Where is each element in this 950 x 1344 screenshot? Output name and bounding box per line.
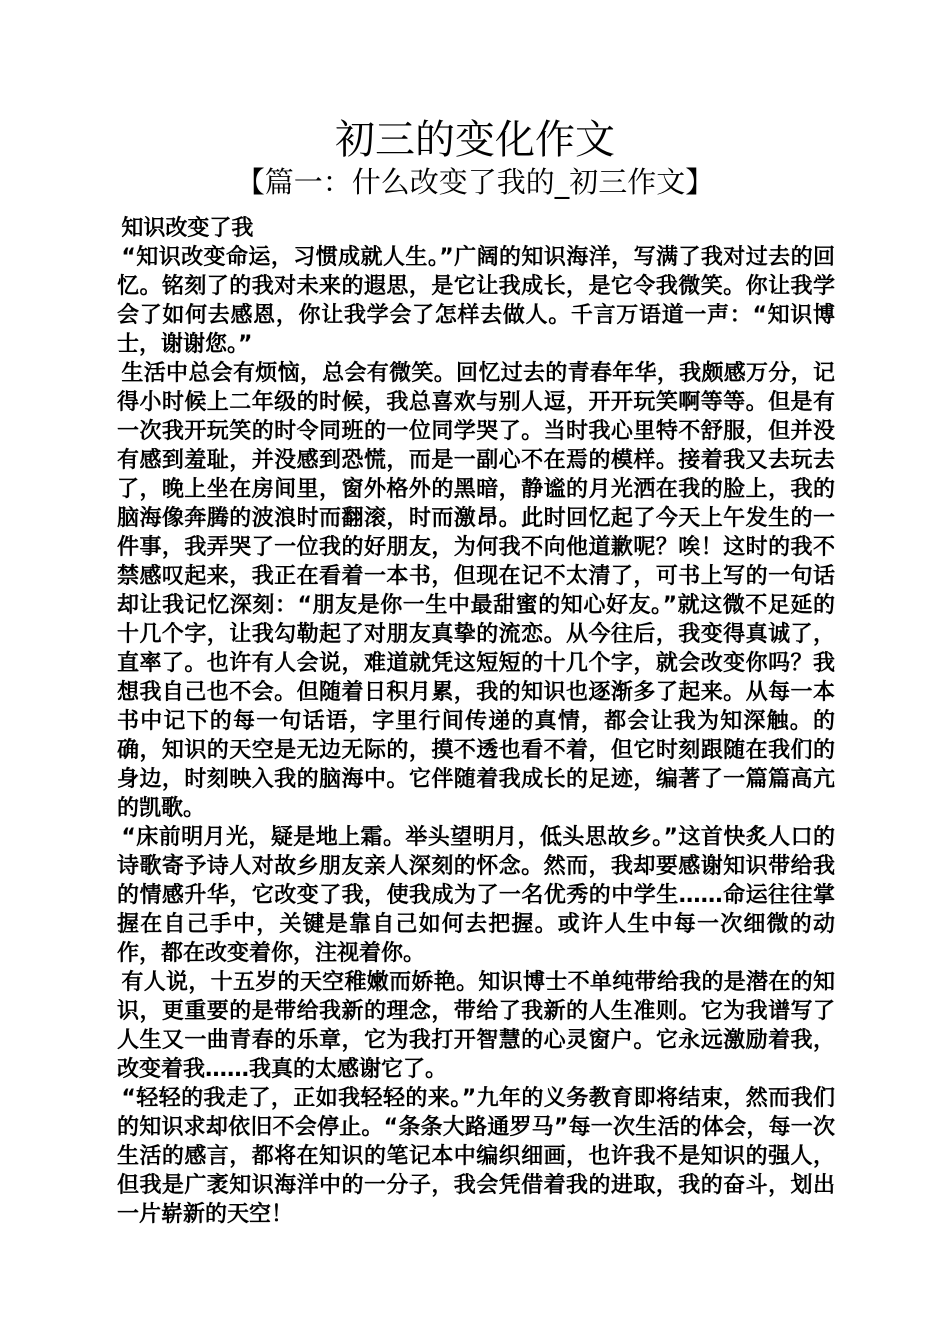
document-title: 初三的变化作文: [335, 117, 615, 163]
document-body: [117, 214, 835, 1229]
paragraph: 生活中总会有烦恼，总会有微笑。回忆过去的青春年华，我颇感万分，记得小时候上二年级的时候，我总喜欢与别人逗，开开玩笑啊等等。但是有一次我开玩笑的时令同班的一位同学哭了。当时我心里特不舒服，但并没有感到羞耻，并没感到恐慌，而是一副心不在焉的模样。接着我又去玩去了，晚上坐在房间里，窗外格外的黑暗，静谧的月光洒在我的脸上，我的脑海像奔腾的波浪时而翻滚，时而激昂。此时回忆起了今天上午发生的一件事，我弄哭了一位我的好朋友，为何我不向他道歉呢？唉！这时的我不禁感叹起来，我正在看着一本书，但现在记不太清了，可书上写的一句话却让我记忆深刻：“朋友是你一生中最甜蜜的知心好友。”就这微不足延的十几个字，让我勾勒起了对朋友真挚的流恋。从今往后，我变得真诚了，直率了。也许有人会说，难道就凭这短短的十几个字，就会改变你吗？我想我自己也不会。但随着日积月累，我的知识也逐渐多了起来。从每一本书中记下的每一句话语，字里行间传递的真情，都会让我为知深触。的确，知识的天空是无边无际的，摸不透也看不着，但它时刻跟随在我们的身边，时刻映入我的脑海中。它伴随着我成长的足迹，编著了一篇篇高亢的凯歌。: [117, 361, 835, 821]
paragraph: “床前明月光，疑是地上霜。举头望明月，低头思故乡。”这首快炙人口的诗歌寄予诗人对故乡朋友亲人深刻的怀念。然而，我却要感谢知识带给我的情感升华，它改变了我，使我成为了一名优秀的中学生……命运往往掌握在自己手中，关键是靠自己如何去把握。或许人生中每一次细微的动作，都在改变着你，注视着你。: [117, 825, 835, 966]
paragraph: “轻轻的我走了，正如我轻轻的来。”九年的义务教育即将结束，然而我们的知识求却依旧不会停止。“条条大路通罗马”每一次生活的体会，每一次生活的感言，都将在知识的笔记本中编织细画，也许我不是知识的强人，但我是广袤知识海洋中的一分子，我会凭借着我的进取，我的奋斗，划出一片崭新的天空！: [117, 1086, 835, 1227]
document-subtitle: 【篇一：什么改变了我的_初三作文】: [235, 165, 715, 199]
section-heading: 知识改变了我: [121, 216, 254, 241]
paragraph: “知识改变命运，习惯成就人生。”广阔的知识海洋，写满了我对过去的回忆。铭刻了的我对未来的遐思，是它让我成长，是它令我微笑。你让我学会了如何去感恩，你让我学会了怎样去做人。千言万语道一声：“知识博士，谢谢您。”: [117, 245, 835, 357]
paragraph: 有人说，十五岁的天空稚嫩而娇艳。知识博士不单纯带给我的是潜在的知识，更重要的是带给我新的理念，带给了我新的人生准则。它为我谱写了人生又一曲青春的乐章，它为我打开智慧的心灵窗户。它永远激励着我，改变着我……我真的太感谢它了。: [117, 970, 835, 1082]
